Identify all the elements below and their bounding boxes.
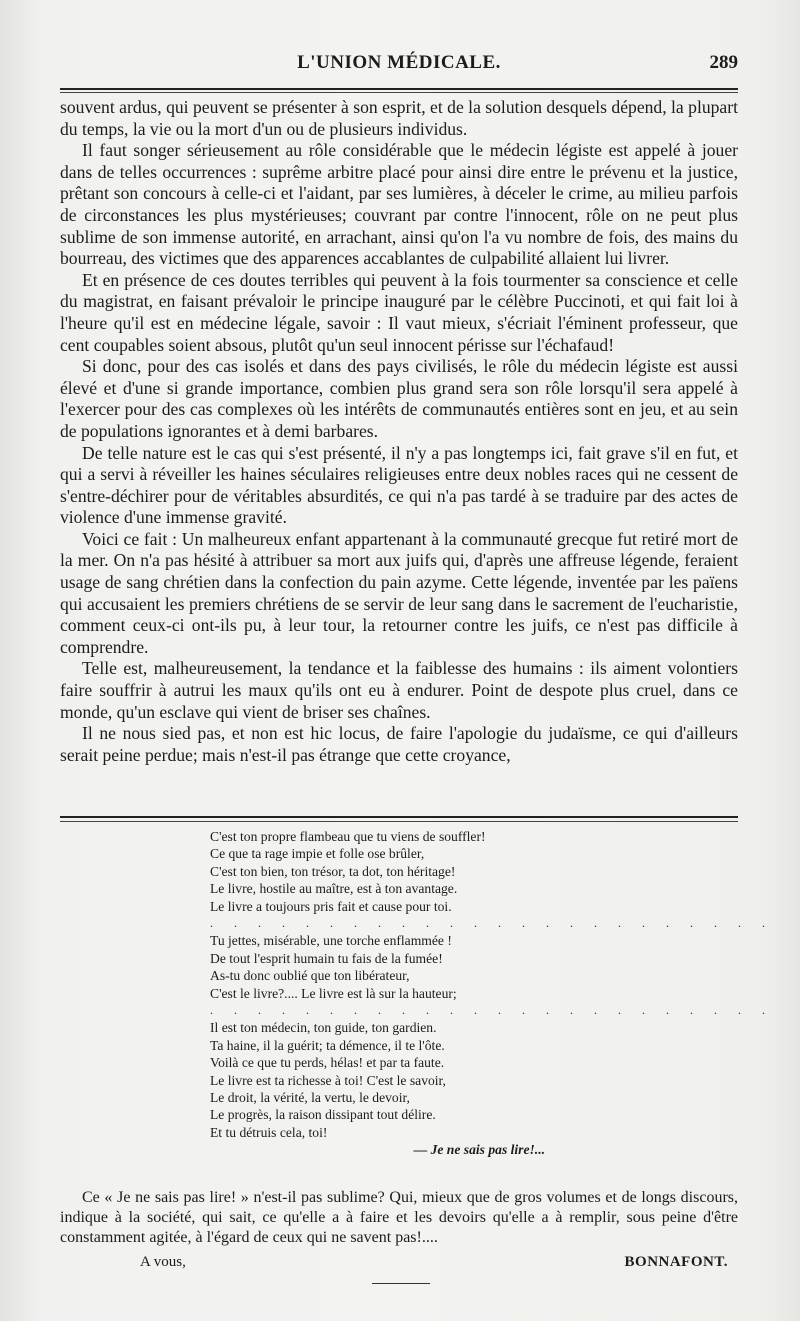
end-rule <box>372 1283 430 1284</box>
section-rule <box>60 816 738 822</box>
poem-verse: Le progrès, la raison dissipant tout délire. <box>210 1107 436 1123</box>
poem-verse: Il est ton médecin, ton guide, ton gardien. <box>210 1020 437 1036</box>
poem-verse: C'est ton propre flambeau que tu viens de souffler! <box>210 829 486 844</box>
poem-stanza-2 <box>210 932 680 1002</box>
poem-verse: Ta haine, il la guérit; ta démence, il te l'ôte. <box>210 1037 445 1053</box>
poem-separator: . . . . . . . . . . . . . . . . . . . . . . . . <box>210 1003 774 1018</box>
page-header <box>60 52 738 82</box>
article-body <box>60 97 738 766</box>
poem-quotation <box>210 828 774 1159</box>
poem-attribution: — Je ne sais pas lire!... <box>413 1142 545 1158</box>
running-title: L'UNION MÉDICALE. <box>297 52 501 73</box>
poem-verse: C'est ton bien, ton trésor, ta dot, ton héritage! <box>210 863 456 879</box>
poem-stanza-1 <box>210 828 680 915</box>
page-number: 289 <box>709 52 738 73</box>
poem-verse: Voilà ce que tu perds, hélas! et par ta faute. <box>210 1055 445 1071</box>
paragraph-last: Il ne nous sied pas, et non est hic locus, de faire l'apologie du judaïsme, ce qui d'ailleurs serait peine perdue; mais n'est-il pas étrange que cette croyance, <box>60 723 738 765</box>
header-rule <box>60 88 738 93</box>
poem-verse: As-tu donc oublié que ton libérateur, <box>210 968 410 984</box>
poem-verse: Et tu détruis cela, toi! <box>210 1124 328 1140</box>
author-signature: BONNAFONT. <box>624 1254 728 1270</box>
poem-verse: Le livre est ta richesse à toi! C'est le savoir, <box>210 1072 446 1088</box>
poem-verse: Le droit, la vérité, la vertu, le devoir, <box>210 1090 410 1106</box>
poem-verse: Ce que ta rage impie et folle ose brûler, <box>210 846 425 862</box>
poem-verse: Le livre a toujours pris fait et cause pour toi. <box>210 898 452 914</box>
poem-verse: C'est le livre?.... Le livre est là sur la hauteur; <box>210 985 457 1001</box>
poem-verse: Le livre, hostile au maître, est à ton avantage. <box>210 881 458 897</box>
poem-stanza-3 <box>210 1019 680 1141</box>
paragraph: Voici ce fait : Un malheureux enfant appartenant à la communauté grecque fut retiré mort de la mer. On n'a pas hésité à attribuer sa mort aux juifs qui, d'après une affreuse légende, feraient usage de sang chrétien dans la confection du pain azyme. Cette légende, inventée par les païens qui accusaient les premiers chrétiens de se servir de leur sang dans le sacrement de l'eucharistie, comment ceux-ci ont-ils pu, à leur tour, la retourner contre les juifs, ce n'est pas difficile à comprendre. <box>60 528 738 657</box>
closing-paragraph: Ce « Je ne sais pas lire! » n'est-il pas sublime? Qui, mieux que de gros volumes et de longs discours, indique à la société, qui sait, ce qu'elle a à faire et les devoirs qu'elle a à remplir, sous peine d'être constamment agitée, à l'égard de ceux qui ne savent pas!.... <box>60 1189 738 1246</box>
poem-verse: De tout l'esprit humain tu fais de la fumée! <box>210 950 443 966</box>
poem-separator: . . . . . . . . . . . . . . . . . . . . . . . . <box>210 916 774 931</box>
paragraph: Et en présence de ces doutes terribles qui peuvent à la fois tourmenter sa conscience et celle du magistrat, en faisant prévaloir le principe inauguré par le célèbre Puccinoti, et qui fait loi à l'heure qu'il est en médecine légale, savoir : Il vaut mieux, s'écriait l'éminent professeur, que cent coupables soient absous, plutôt qu'un seul innocent périsse sur l'échafaud! <box>60 269 738 355</box>
closing-section <box>60 1188 738 1248</box>
poem-verse: Tu jettes, misérable, une torche enflammée ! <box>210 933 452 949</box>
paragraph: De telle nature est le cas qui s'est présenté, il n'y a pas longtemps ici, fait grave s'il en fut, et qui a servi à réveiller les haines séculaires religieuses entre deux nobles races qui ne cessent de s'entre-déchirer pour de véritables absurdités, ce qui n'a pas tardé à se traduire par des actes de violence d'une immense gravité. <box>60 442 738 528</box>
paragraph: Il faut songer sérieusement au rôle considérable que le médecin légiste est appelé à jouer dans de telles occurrences : suprême arbitre placé pour ainsi dire entre le prévenu et la justice, prêtant son concours à celle-ci et l'aidant, par ses lumières, à déceler le crime, au milieu parfois de circonstances les plus mystérieuses; couvrant par contre l'innocent, rôle on ne peut plus sublime de son immense autorité, en arrachant, ainsi qu'on l'a vu nombre de fois, des mains du bourreau, des victimes que des apparences accablantes de culpabilité allaient lui livrer. <box>60 140 738 269</box>
paragraph: Si donc, pour des cas isolés et dans des pays civilisés, le rôle du médecin légiste est aussi élevé et d'une si grande importance, combien plus grand sera son rôle lorsqu'il sera appelé à l'exercer pour des cas complexes où les intérêts de communautés entières sont en jeu, et au sein de populations ignorantes et à demi barbares. <box>60 356 738 441</box>
salutation: A vous, <box>140 1254 186 1270</box>
signoff <box>140 1254 728 1276</box>
paragraph: Telle est, malheureusement, la tendance et la faiblesse des humains : ils aiment volontiers faire souffrir à autrui les maux qu'ils ont eu à endurer. Point de despote plus cruel, dans ce monde, qu'un esclave qui vient de briser ses chaînes. <box>60 658 738 722</box>
paragraph-continued: souvent ardus, qui peuvent se présenter à son esprit, et de la solution desquels dépend, la plupart du temps, la vie ou la mort d'un ou de plusieurs individus. <box>60 97 738 139</box>
